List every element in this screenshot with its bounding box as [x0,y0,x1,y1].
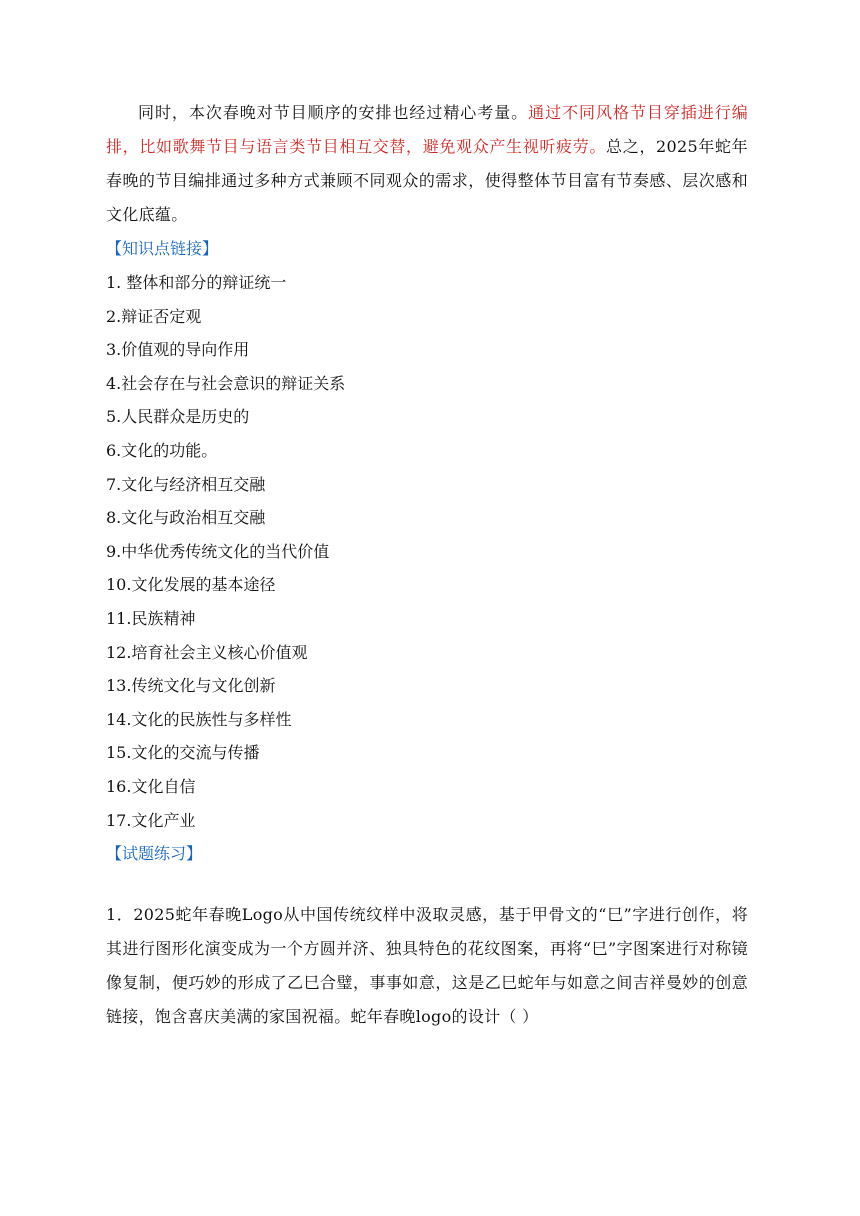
document-page [106,96,748,1034]
practice-heading: 【试题练习】 [106,844,203,864]
knowledge-item: 13.传统文化与文化创新 [106,676,276,696]
knowledge-item: 15.文化的交流与传播 [106,743,260,763]
knowledge-item: 5.人民群众是历史的 [106,407,250,427]
knowledge-item: 3.价值观的导向作用 [106,340,250,360]
intro-text-a: 同时，本次春晚对节目顺序的安排也经过精心考量。 [138,103,529,122]
intro-text-b: 总之，2025年蛇年春晚的节目编排通过多种方式兼顾不同观众的需求，使得整体节目富有节奏感、层次感和文化底蕴。 [106,137,748,224]
knowledge-item: 10.文化发展的基本途径 [106,575,276,595]
knowledge-list [106,266,748,837]
knowledge-item: 7.文化与经济相互交融 [106,474,266,494]
knowledge-item: 8.文化与政治相互交融 [106,508,266,528]
practice-question: 1．2025蛇年春晚Logo从中国传统纹样中汲取灵感，基于甲骨文的“巳”字进行创作，将其进行图形化演变成为一个方圆并济、独具特色的花纹图案，再将“巳”字图案进行对称镜像复制，便巧妙的形成了乙巳合璧，事事如意，这是乙巳蛇年与如意之间吉祥曼妙的创意链接，饱含喜庆美满的家国祝福。蛇年春晚logo的设计（ ） [106,905,748,1027]
knowledge-item: 1. 整体和部分的辩证统一 [106,273,287,292]
knowledge-item: 2.辩证否定观 [106,306,202,326]
section-gap [106,871,748,898]
knowledge-item: 12.培育社会主义核心价值观 [106,642,308,662]
knowledge-item: 17.文化产业 [106,810,196,830]
knowledge-item: 16.文化自信 [106,776,196,796]
knowledge-item: 9.中华优秀传统文化的当代价值 [106,541,330,561]
intro-highlight-text: 通过不同风格节目穿插进行编排，比如歌舞节目与语言类节目相互交替，避免观众产生视听疲劳。 [106,103,748,156]
knowledge-item: 6.文化的功能。 [106,440,218,460]
knowledge-item: 14.文化的民族性与多样性 [106,709,292,729]
knowledge-heading: 【知识点链接】 [106,239,219,258]
knowledge-item: 4.社会存在与社会意识的辩证关系 [106,373,346,393]
intro-paragraph [106,96,748,232]
knowledge-item: 11.民族精神 [106,608,196,628]
